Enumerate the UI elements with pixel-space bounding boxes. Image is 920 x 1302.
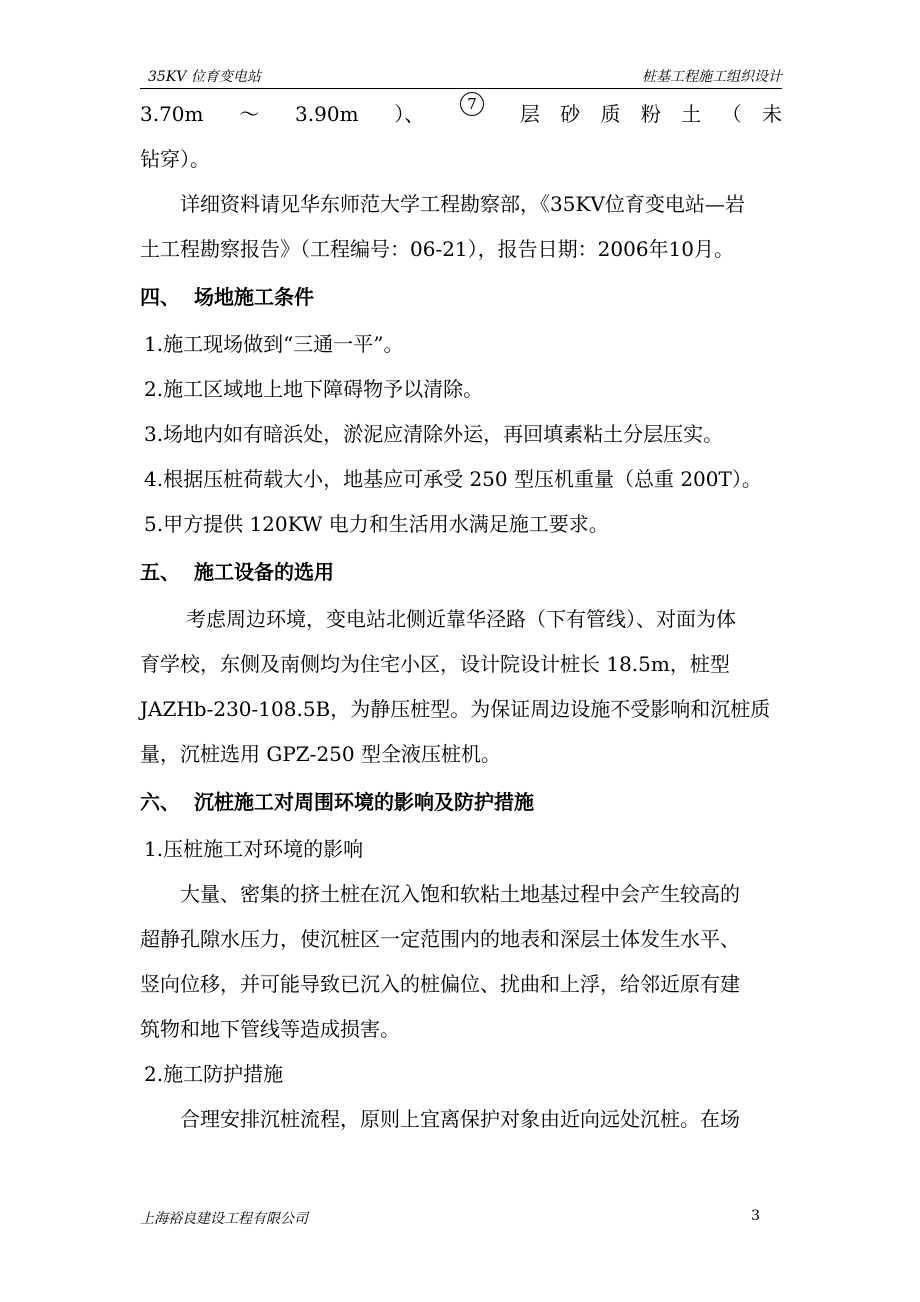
equipment-paragraph-line: 量，沉桩选用 GPZ-250 型全液压桩机。 (140, 742, 501, 766)
page-header (140, 62, 782, 89)
condition-item: 5.甲方提供 120KW 电力和生活用水满足施工要求。 (144, 512, 609, 536)
page-footer (140, 1208, 760, 1228)
depth-to: 3.90m (295, 102, 359, 126)
soil-layer-continuation: 钻穿）。 (140, 147, 210, 171)
list-separator: ）、 (394, 102, 425, 126)
page-number: 3 (751, 1208, 760, 1224)
soil-layer-name: 层 砂 质 粉 土 （ 未 (519, 102, 782, 126)
condition-item: 2.施工区域地上地下障碍物予以清除。 (144, 377, 484, 401)
page-body (140, 92, 786, 1142)
section-heading-6 (140, 779, 786, 825)
depth-range-separator: ～ (239, 102, 260, 126)
protection-paragraph-line: 合理安排沉桩流程，原则上宜离保护对象由近向远处沉桩。在场 (180, 1107, 740, 1131)
impact-paragraph-line: 超静孔隙水压力，使沉桩区一定范围内的地表和深层土体发生水平、 (140, 927, 740, 951)
equipment-paragraph-line: 育学校，东侧及南侧均为住宅小区，设计院设计桩长 18.5m，桩型 (140, 652, 730, 676)
subsection-heading: 1.压桩施工对环境的影响 (144, 837, 364, 861)
subsection-heading: 2.施工防护措施 (144, 1062, 284, 1086)
soil-layer-line (140, 92, 786, 137)
section-title: 施工设备的选用 (194, 560, 334, 584)
footer-company-name: 上海裕良建设工程有限公司 (140, 1211, 308, 1227)
section-title: 场地施工条件 (194, 285, 314, 309)
section-heading-5 (140, 549, 786, 595)
impact-paragraph-line: 竖向位移，并可能导致已沉入的桩偏位、扰曲和上浮，给邻近原有建 (140, 972, 740, 996)
header-document-title: 桩基工程施工组织设计 (642, 69, 782, 85)
impact-paragraph-line: 筑物和地下管线等造成损害。 (140, 1017, 400, 1041)
depth-from: 3.70m (140, 102, 204, 126)
section-title: 沉桩施工对周围环境的影响及防护措施 (194, 790, 534, 814)
condition-item: 4.根据压桩荷载大小，地基应可承受 250 型压机重量（总重 200T）。 (144, 467, 762, 491)
section-heading-4 (140, 274, 786, 320)
report-reference-line-1: 详细资料请见华东师范大学工程勘察部，《35KV位育变电站—岩 (180, 192, 745, 216)
section-number: 六、 (140, 790, 180, 814)
equipment-paragraph-line: 考虑周边环境，变电站北侧近靠华泾路（下有管线）、对面为体 (186, 607, 736, 631)
condition-item: 3.场地内如有暗浜处，淤泥应清除外运，再回填素粘土分层压实。 (144, 422, 724, 446)
impact-paragraph-line: 大量、密集的挤土桩在沉入饱和软粘土地基过程中会产生较高的 (180, 882, 740, 906)
equipment-paragraph-line: JAZHb-230-108.5B，为静压桩型。为保证周边设施不受影响和沉桩质 (140, 697, 771, 721)
report-reference-line-2: 土工程勘察报告》（工程编号：06-21），报告日期：2006年10月。 (140, 237, 735, 261)
layer-number-circled: 7 (460, 92, 484, 116)
header-project-name: 35KV 位育变电站 (148, 69, 261, 85)
section-number: 四、 (140, 285, 180, 309)
section-number: 五、 (140, 560, 180, 584)
condition-item: 1.施工现场做到“三通一平”。 (144, 332, 404, 356)
